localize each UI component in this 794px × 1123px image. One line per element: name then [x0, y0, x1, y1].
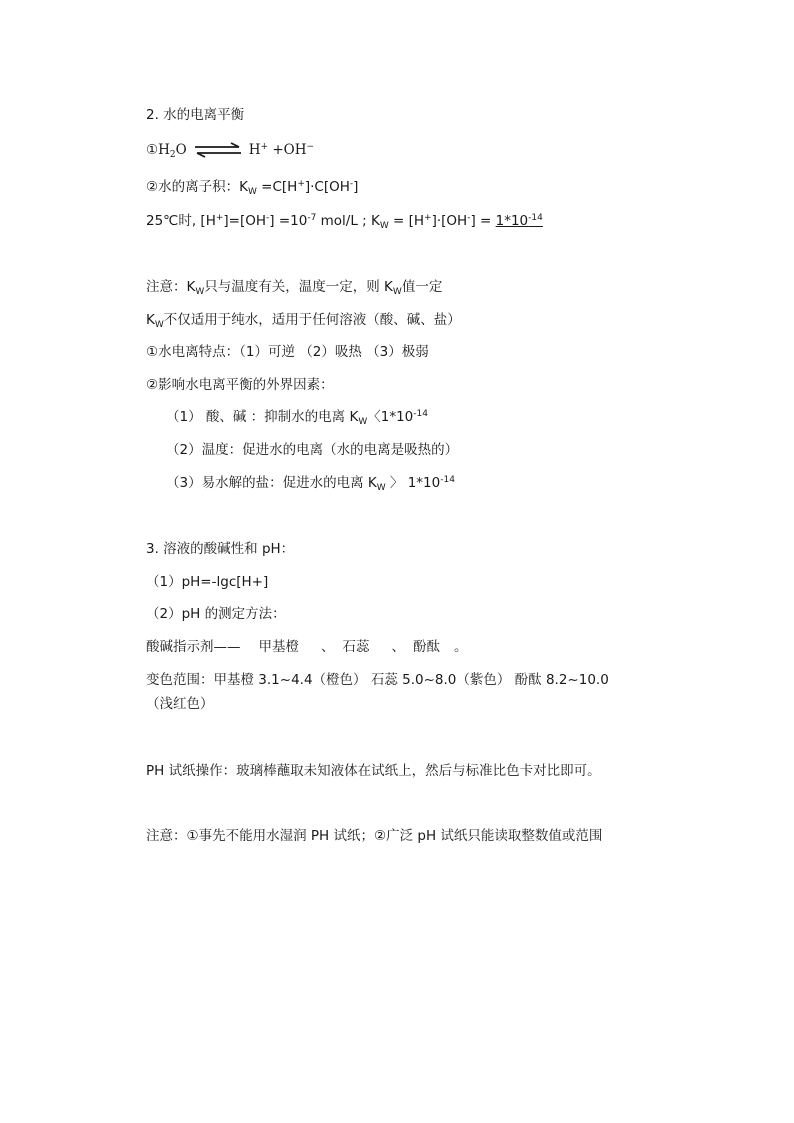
section-2-title: 2. 水的电离平衡: [146, 107, 245, 123]
product-h-plus: H+: [248, 142, 269, 158]
ph-definition: （1）pH=-lgc[H+]: [146, 574, 269, 590]
indicator-litmus: 石蕊: [342, 639, 370, 655]
indicators-line: 酸碱指示剂—— 甲基橙 、 石蕊 、 酚酞 。: [146, 639, 468, 655]
kw-applicability: $K_W$不仅适用于纯水，适用于任何溶液（酸、碱、盐）: [146, 312, 461, 330]
ph-measurement-heading: （2）pH 的测定方法：: [146, 606, 286, 622]
section-3-title: 3. 溶液的酸碱性和 pH：: [146, 541, 295, 557]
equilibrium-arrow-icon: [193, 142, 243, 158]
factor-hydrolyzable-salt: （3）易水解的盐：促进水的电离 $K_W$ 〉 $1*10^{-14}$: [166, 475, 455, 493]
kw-value-underlined: $1*10^{-14}$: [495, 213, 543, 229]
product-oh-minus: OH−: [283, 142, 315, 158]
kw-25c-line: 25℃时, $[H^+]=[OH^-] =10^{-7}$ mol/L ; $K_W = [H^+]\cdot[OH^-] = 1*10^{-14}$: [146, 213, 543, 231]
external-factors-heading: ②影响水电离平衡的外界因素：: [146, 377, 334, 393]
color-change-range: 变色范围：甲基橙 3.1~4.4（橙色） 石蕊 5.0~8.0（紫色） 酚酞 8.2~10.0: [146, 672, 609, 688]
equation-number: ①: [146, 142, 159, 158]
reactant-water: $H_2O$: [158, 142, 187, 160]
ion-product-line: ②水的离子积：$K_W =C[H^+]\cdot C[OH^-]$: [146, 179, 359, 197]
ph-paper-operation: PH 试纸操作：玻璃棒蘸取未知液体在试纸上，然后与标准比色卡对比即可。: [146, 763, 601, 779]
note-kw-temperature: 注意：$K_W$只与温度有关，温度一定，则 $K_W$值一定: [146, 279, 443, 297]
plus-sign: +: [272, 142, 284, 158]
indicator-methyl-orange: 甲基橙: [258, 639, 299, 655]
note-ph-paper: 注意：①事先不能用水湿润 PH 试纸；②广泛 pH 试纸只能读取整数值或范围: [146, 828, 603, 844]
color-change-range-cont: （浅红色）: [146, 696, 214, 712]
factor-temperature: （2）温度：促进水的电离（水的电离是吸热的）: [166, 442, 459, 458]
ionization-features: ①水电离特点：（1）可逆 （2）吸热 （3）极弱: [146, 344, 429, 360]
indicator-phenolphthalein: 酚酞: [413, 639, 440, 655]
water-ionization-equation: [146, 140, 314, 160]
factor-acid-base: （1） 酸、碱 ：抑制水的电离 $K_W$〈$1*10^{-14}$: [166, 409, 428, 427]
